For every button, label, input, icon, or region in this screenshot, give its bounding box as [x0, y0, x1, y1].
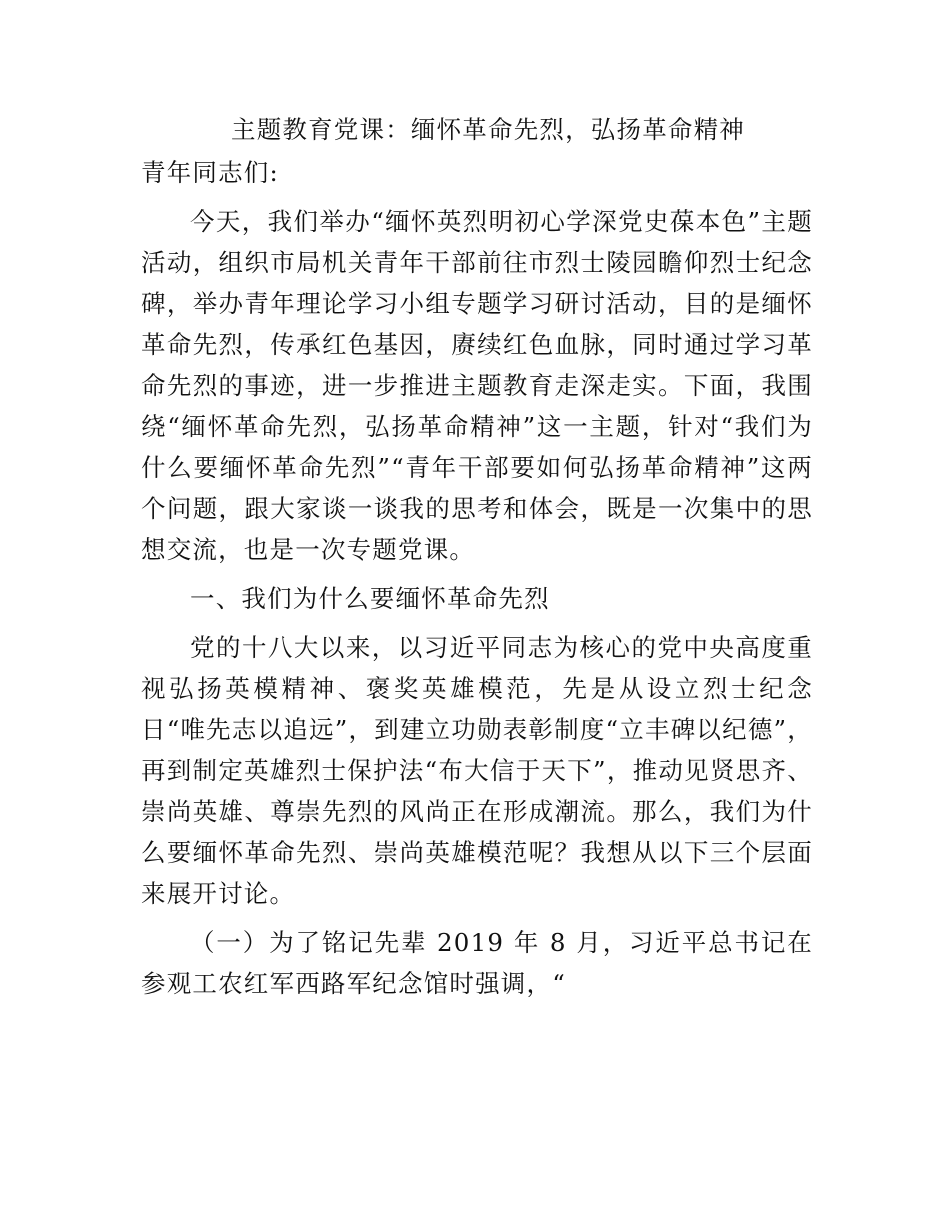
section-heading: 一、我们为什么要缅怀革命先烈 — [190, 584, 550, 613]
subsection-paragraph: （一）为了铭记先辈 2019 年 8 月，习近平总书记在参观工农红军西路军纪念馆时强调，“ — [141, 928, 813, 998]
salutation: 青年同志们: — [141, 158, 279, 187]
intro-paragraph: 今天，我们举办“缅怀英烈明初心学深党史葆本色”主题活动，组织市局机关青年干部前往市烈士陵园瞻仰烈士纪念碑，举办青年理论学习小组专题学习研讨活动，目的是缅怀革命先烈，传承红色基因，赓续红色血脉，同时通过学习革命先烈的事迹，进一步推进主题教育走深走实。下面，我围绕“缅怀革命先烈，弘扬革命精神”这一主题，针对“我们为什么要缅怀革命先烈”“青年干部要如何弘扬革命精神”这两个问题，跟大家谈一谈我的思考和体会，既是一次集中的思想交流，也是一次专题党课。 — [141, 207, 813, 564]
document-body — [141, 108, 813, 1004]
section-paragraph: 党的十八大以来，以习近平同志为核心的党中央高度重视弘扬英模精神、褒奖英雄模范，先是从设立烈士纪念日“唯先志以追远”，到建立功勋表彰制度“立丰碑以纪德”，再到制定英雄烈士保护法“布大信于天下”，推动见贤思齐、崇尚英雄、尊崇先烈的风尚正在形成潮流。那么，我们为什么要缅怀革命先烈、崇尚英雄模范呢？我想从以下三个层面来展开讨论。 — [141, 633, 813, 908]
document-title: 主题教育党课：缅怀革命先烈，弘扬革命精神 — [231, 115, 745, 144]
